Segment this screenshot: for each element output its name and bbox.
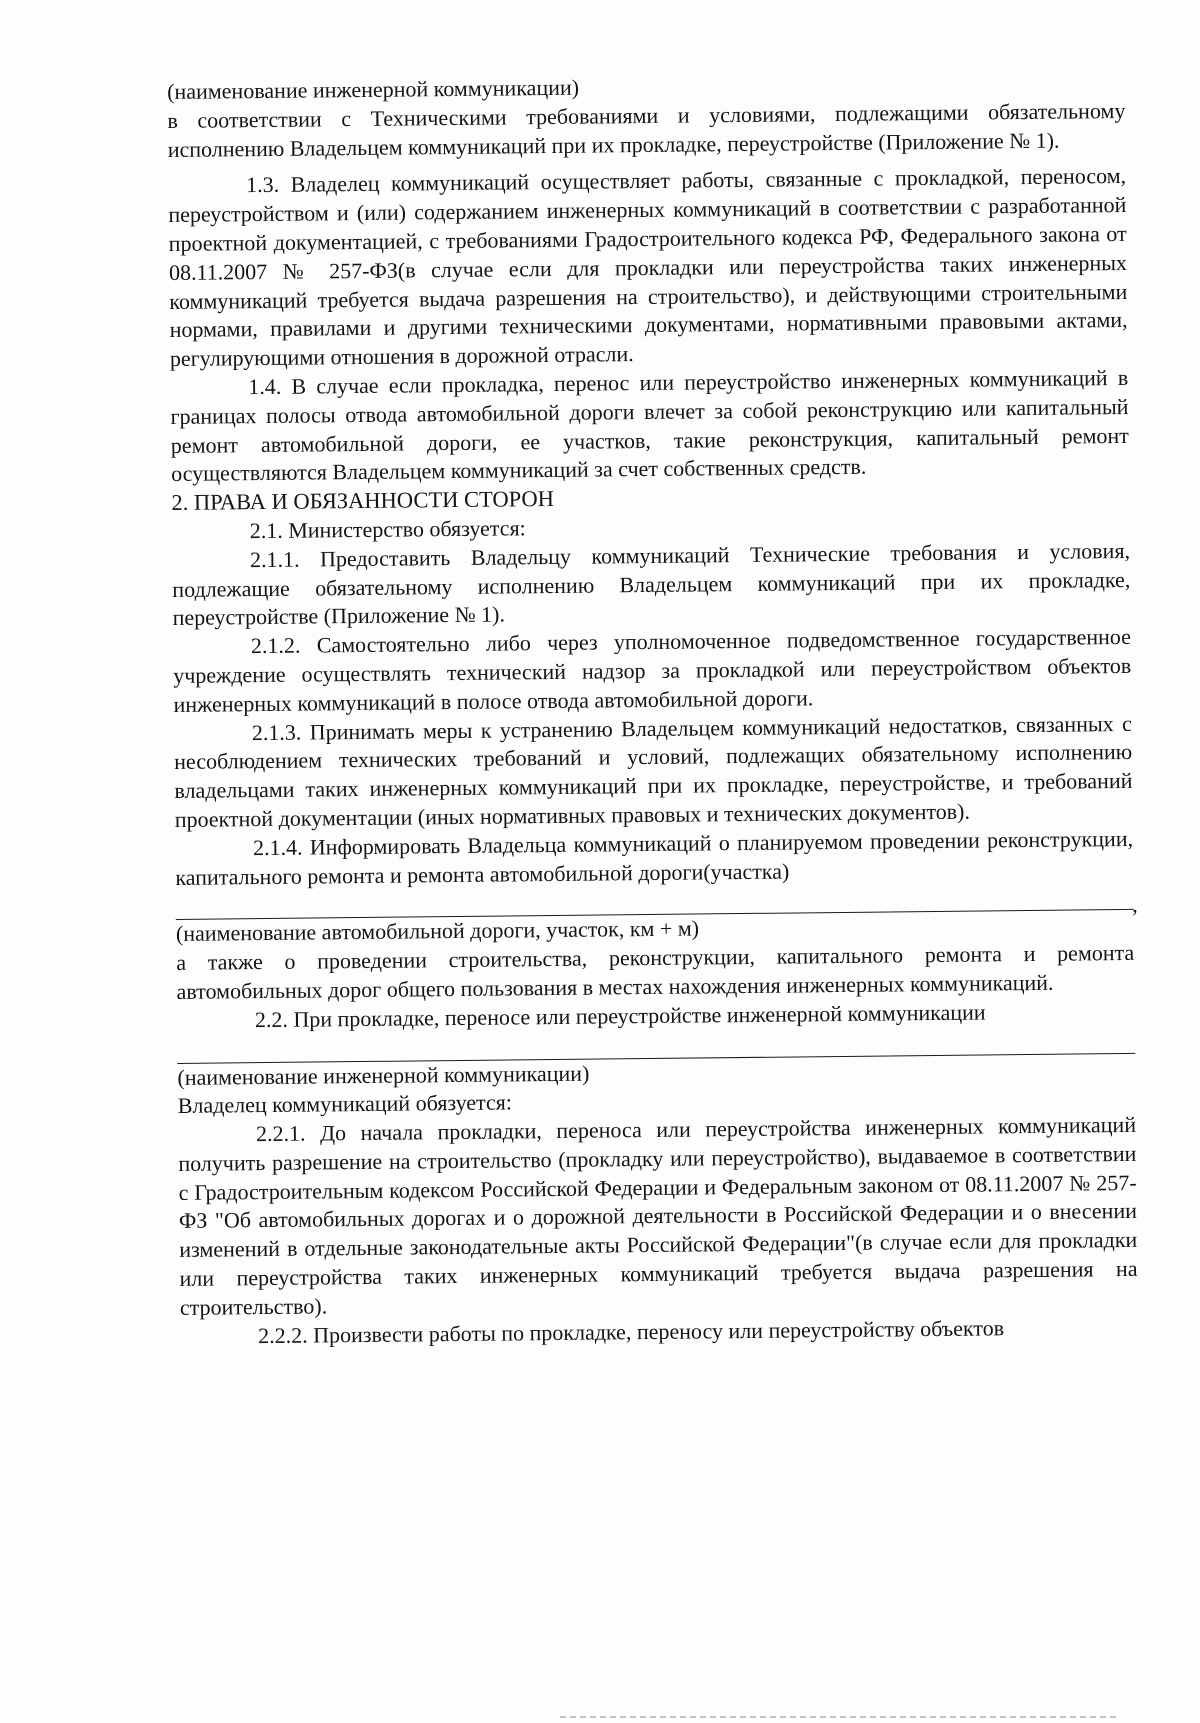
- line-end-comma: ,: [1132, 891, 1138, 917]
- paragraph-intro: в соответствии с Техническими требованиями и условиями, подлежащими обязательному исполнению Владельцем коммуникаций при их прокладке, переустройстве (Приложение № 1).: [167, 97, 1126, 162]
- paragraph-2-2-2: 2.2.2. Произвести работы по прокладке, переносу или переустройству объектов: [258, 1314, 1005, 1348]
- document-body: [167, 68, 1138, 1351]
- caption-road-name: (наименование автомобильной дороги, участок, км + м): [175, 915, 700, 947]
- paragraph-1-4: 1.4. В случае если прокладка, перенос или переустройство инженерных коммуникаций в границах полосы отвода автомобильной дороги влечет за собой реконструкцию или капитальный ремонт автомобильной дороги, ее участков, такие реконструкция, капитальный ремонт осуществляются Владельцем коммуникаций за счет собственных средств.: [170, 364, 1129, 487]
- paragraph-1-3: 1.3. Владелец коммуникаций осуществляет работы, связанные с прокладкой, переносом, переустройством и (или) содержанием инженерных коммуникаций в соответствии с разработанной проектной документацией, с требованиями Градостроительного кодекса РФ, Федерального закона от 08.11.2007 № 257-ФЗ(в случае если для прокладки или переустройства таких инженерных коммуникаций требуется выдача разрешения на строительство), и действующими строительными нормами, правилами и другими техническими документами, нормативными правовыми актами, регулирующими отношения в дорожной отрасли.: [168, 163, 1128, 372]
- paragraph-2-1-4-continued: а также о проведении строительства, реконструкции, капитального ремонта и ремонта автомобильных дорог общего пользования в местах нахождения инженерных коммуникаций.: [176, 940, 1135, 1004]
- paragraph-2-1-1: 2.1.1. Предоставить Владельцу коммуникаций Технические требования и условия, подлежащие обязательному исполнению Владельцем коммуникаций при их прокладке, переустройстве (Приложение № 1).: [172, 537, 1131, 631]
- paragraph-2-1-3: 2.1.3. Принимать меры к устранению Владельцем коммуникаций недостатков, связанных с несоблюдением технических требований и условий, подлежащих обязательному исполнению владельцами таких инженерных коммуникаций при их прокладке, переустройстве, и требований проектной документации (иных нормативных правовых и технических документов).: [174, 710, 1133, 832]
- caption-communication-name-2: (наименование инженерной коммуникации): [177, 1060, 590, 1090]
- paragraph-2-2-1: 2.2.1. До начала прокладки, переноса или переустройства инженерных коммуникаций получить разрешение на строительство (прокладку или переустройство), выдаваемое в соответствии с Градостроительным кодексом Российской Федерации и Федеральным законом от 08.11.2007 № 257-ФЗ "Об автомобильных дорогах и о дорожной деятельности в Российской Федерации и о внесении изменений в отдельные законодательные акты Российской Федерации"(в случае если для прокладки или переустройства таких инженерных коммуникаций требуется выдача разрешения на строительство).: [178, 1112, 1138, 1320]
- paragraph-2-2: 2.2. При прокладке, переносе или переустройстве инженерной коммуникации: [254, 999, 986, 1032]
- paragraph-owner-obligations: Владелец коммуникаций обязуется:: [177, 1089, 513, 1119]
- paragraph-2-1-2: 2.1.2. Самостоятельно либо через уполномоченное подведомственное государственное учреждение осуществлять технический надзор за прокладкой или переустройством объектов инженерных коммуникаций в полосе отвода автомобильной дороги.: [173, 624, 1132, 717]
- paragraph-2-1: 2.1. Министерство обязуется:: [249, 515, 526, 544]
- section-heading: 2. ПРАВА И ОБЯЗАННОСТИ СТОРОН: [171, 486, 555, 516]
- scan-edge-artifact: [560, 1716, 1120, 1718]
- paragraph-2-1-4: 2.1.4. Информировать Владельца коммуникаций о планируемом проведении реконструкции, капитального ремонта и ремонта автомобильной дороги(участка): [175, 825, 1134, 890]
- caption-communication-name: (наименование инженерной коммуникации): [167, 74, 580, 104]
